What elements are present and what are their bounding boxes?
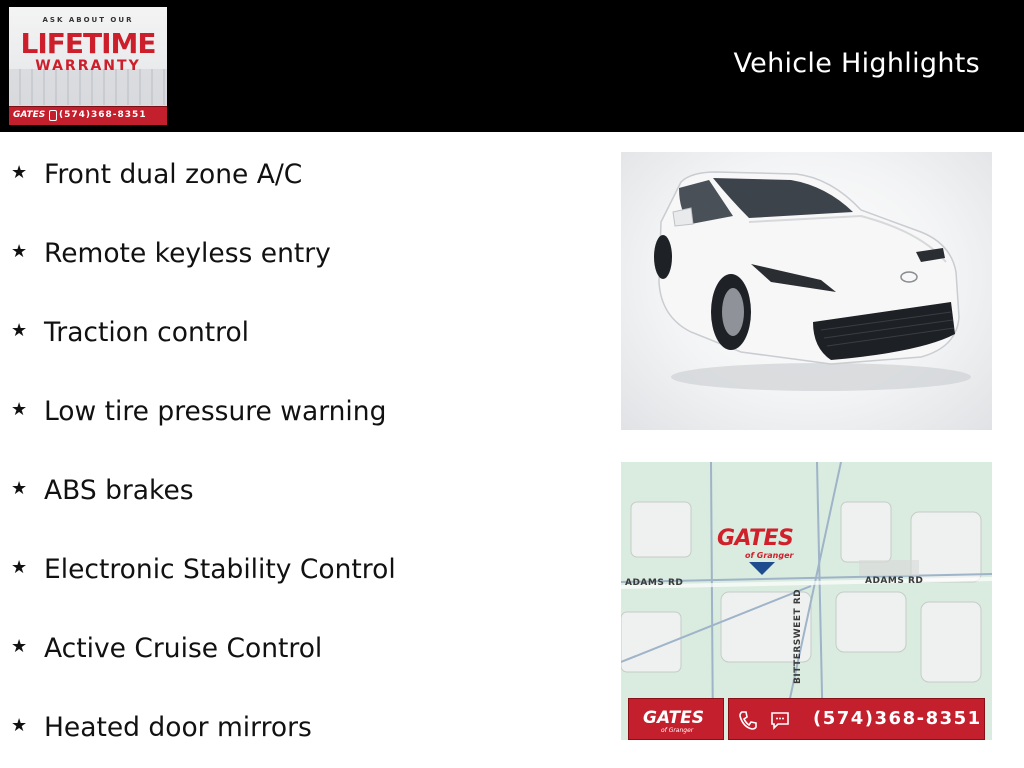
- feature-label: Traction control: [44, 317, 250, 348]
- list-item: [11, 146, 396, 225]
- list-item: [11, 225, 396, 304]
- feature-label: Low tire pressure warning: [44, 396, 387, 427]
- logo-headline: LIFETIME: [20, 27, 156, 60]
- footer-phone-number[interactable]: (574)368-8351: [813, 708, 982, 729]
- logo-tagline: ASK ABOUT OUR: [42, 16, 134, 24]
- star-icon: ★: [11, 478, 28, 499]
- road-label: ADAMS RD: [625, 578, 684, 588]
- feature-label: Active Cruise Control: [44, 633, 323, 664]
- list-item: [11, 462, 396, 541]
- footer-dealer-box: [628, 698, 724, 740]
- logo-subline: WARRANTY: [35, 58, 141, 74]
- list-item: [11, 699, 396, 768]
- feature-label: Remote keyless entry: [44, 238, 331, 269]
- road-label: BITTERSWEET RD: [793, 588, 803, 684]
- dealership-building-image: [9, 69, 167, 105]
- phone-icon: [737, 709, 759, 731]
- star-icon: ★: [11, 399, 28, 420]
- vehicle-photo[interactable]: [621, 152, 992, 430]
- star-icon: ★: [11, 715, 28, 736]
- list-item: [11, 304, 396, 383]
- list-item: [11, 541, 396, 620]
- star-icon: ★: [11, 320, 28, 341]
- logo-phone: (574)368-8351: [59, 110, 147, 120]
- map-dealer-sub: of Granger: [745, 551, 794, 560]
- header-bar: [0, 0, 1024, 132]
- footer-dealer-name: GATES: [643, 708, 704, 728]
- feature-label: ABS brakes: [44, 475, 194, 506]
- feature-label: Front dual zone A/C: [44, 159, 303, 190]
- feature-list: [11, 146, 396, 768]
- footer-dealer-sub: of Granger: [661, 727, 694, 734]
- white-sedan-image: [621, 152, 992, 430]
- list-item: [11, 383, 396, 462]
- chat-icon: [769, 709, 791, 731]
- list-item: [11, 620, 396, 699]
- dealer-location-map[interactable]: [621, 462, 992, 740]
- feature-label: Heated door mirrors: [44, 712, 312, 743]
- road-label: ADAMS RD: [865, 576, 924, 586]
- logo-contact-bar: [9, 106, 167, 125]
- map-contact-footer: [628, 698, 985, 740]
- phone-icon: [49, 110, 57, 121]
- lifetime-warranty-logo: [9, 7, 167, 125]
- page-title: Vehicle Highlights: [733, 48, 980, 79]
- map-dealer-logo: GATES: [717, 526, 794, 551]
- star-icon: ★: [11, 557, 28, 578]
- star-icon: ★: [11, 636, 28, 657]
- star-icon: ★: [11, 162, 28, 183]
- logo-dealer-name: GATES: [13, 110, 46, 120]
- star-icon: ★: [11, 241, 28, 262]
- feature-label: Electronic Stability Control: [44, 554, 396, 585]
- footer-phone-box[interactable]: [728, 698, 985, 740]
